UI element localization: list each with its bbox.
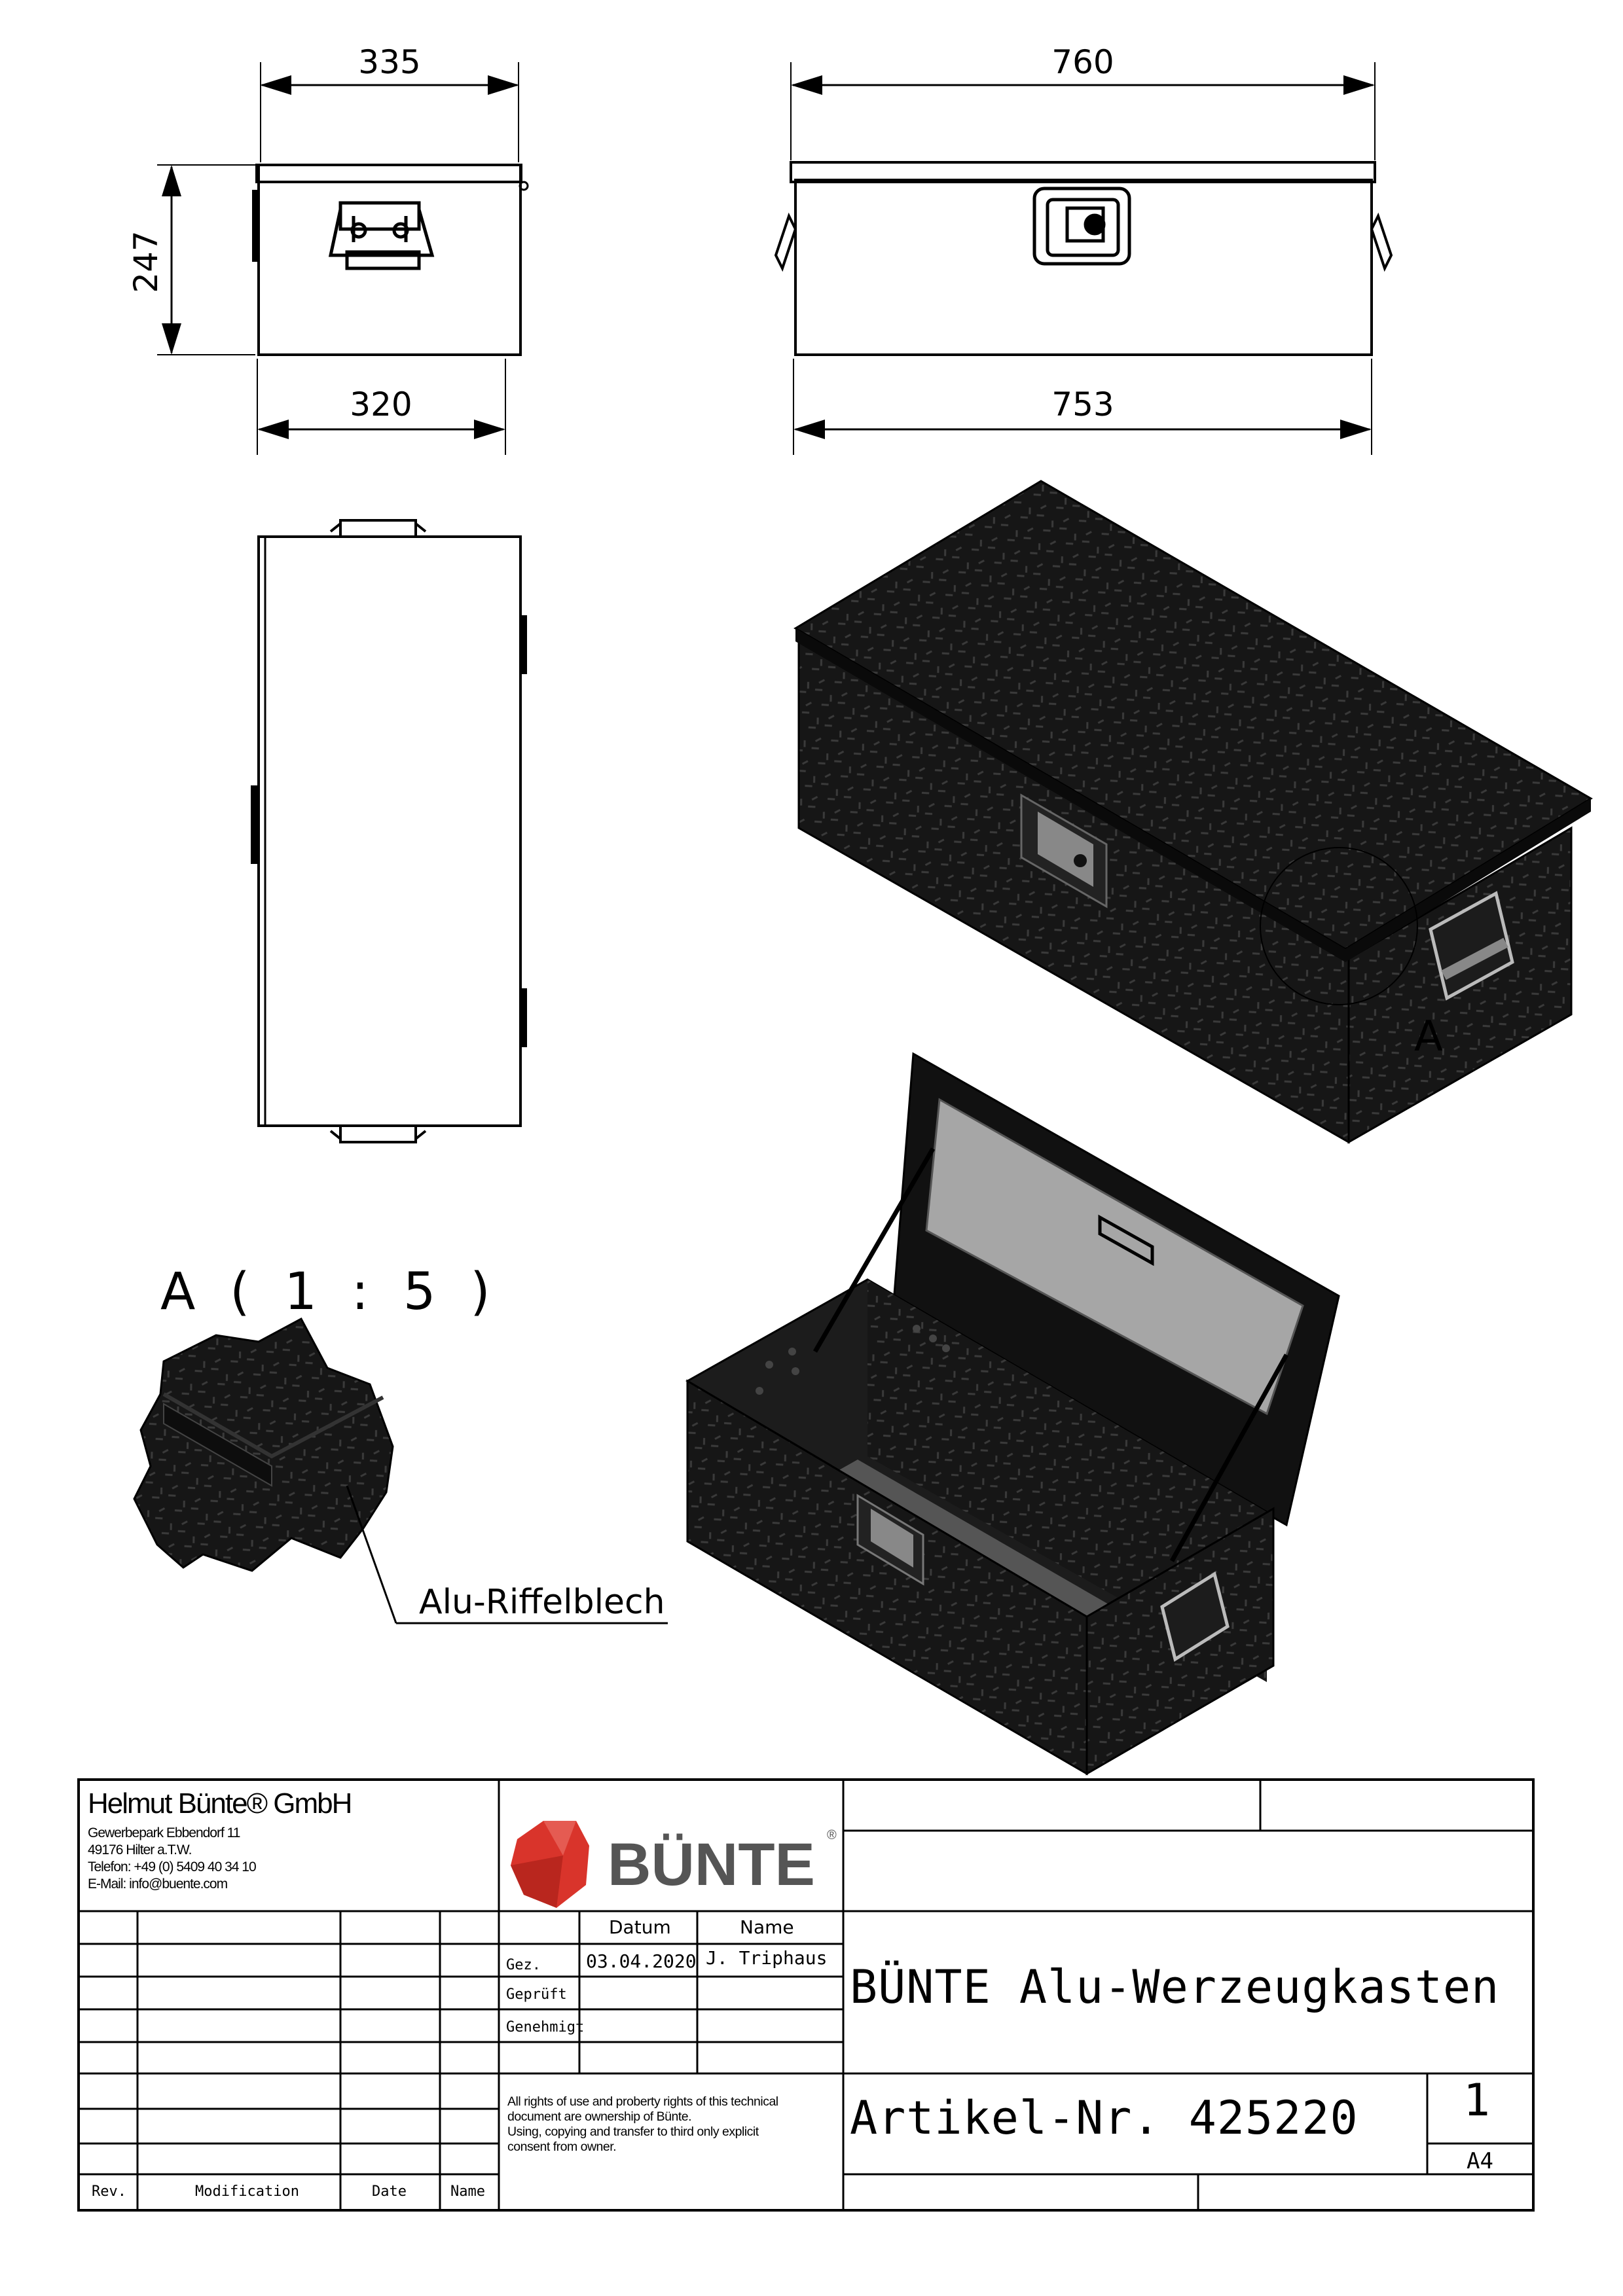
- revision-name-header: Name: [450, 2183, 485, 2200]
- logo-registered-mark: ®: [827, 1828, 837, 1842]
- approval-name-header: Name: [740, 1916, 794, 1938]
- approval-approved-label: Genehmigt: [506, 2019, 585, 2036]
- dim-335-label: 335: [358, 43, 421, 81]
- rights-notice: [507, 2094, 841, 2155]
- dim-760-label: 760: [1051, 43, 1114, 81]
- revision-date-header: Date: [372, 2183, 407, 2200]
- dim-320-label: 320: [350, 386, 412, 423]
- detail-marker-label: A: [1414, 1013, 1443, 1061]
- rights-line4: consent from owner.: [507, 2140, 617, 2154]
- detail-title: A ( 1 : 5 ): [160, 1263, 500, 1321]
- company-phone: Telefon: +49 (0) 5409 40 34 10: [88, 1859, 256, 1874]
- revision-rev-header: Rev.: [92, 2183, 126, 2200]
- sheet-number: 1: [1463, 2075, 1491, 2126]
- rights-line1: All rights of use and proberty rights of this technical: [507, 2094, 778, 2109]
- approval-drawn-name: J. Triphaus: [706, 1947, 828, 1969]
- article-number: Artikel-Nr. 425220: [850, 2091, 1359, 2145]
- sheet-format: A4: [1467, 2148, 1493, 2174]
- company-email: E-Mail: info@buente.com: [88, 1876, 228, 1892]
- company-address2: 49176 Hilter a.T.W.: [88, 1842, 192, 1857]
- approval-drawn-label: Gez.: [506, 1957, 541, 1973]
- rights-line2: document are ownership of Bünte.: [507, 2109, 692, 2124]
- buente-logo: [511, 1821, 837, 1908]
- company-address1: Gewerbepark Ebbendorf 11: [88, 1825, 240, 1840]
- approval-checked-label: Geprüft: [506, 1986, 567, 2003]
- revision-mod-header: Modification: [195, 2183, 299, 2200]
- dim-753-label: 753: [1051, 386, 1114, 423]
- logo-text: BÜNTE: [608, 1831, 815, 1898]
- dim-247-label: 247: [127, 230, 165, 293]
- rights-line3: Using, copying and transfer to third only explicit: [507, 2125, 759, 2139]
- company-info: [77, 1778, 499, 1911]
- approval-date-header: Datum: [609, 1916, 671, 1938]
- approval-drawn-date: 03.04.2020: [586, 1950, 697, 1972]
- material-callout: Alu-Riffelblech: [419, 1583, 665, 1622]
- drawing-title: BÜNTE Alu-Werzeugkasten: [850, 1960, 1500, 2014]
- company-name: Helmut Bünte® GmbH: [88, 1787, 352, 1820]
